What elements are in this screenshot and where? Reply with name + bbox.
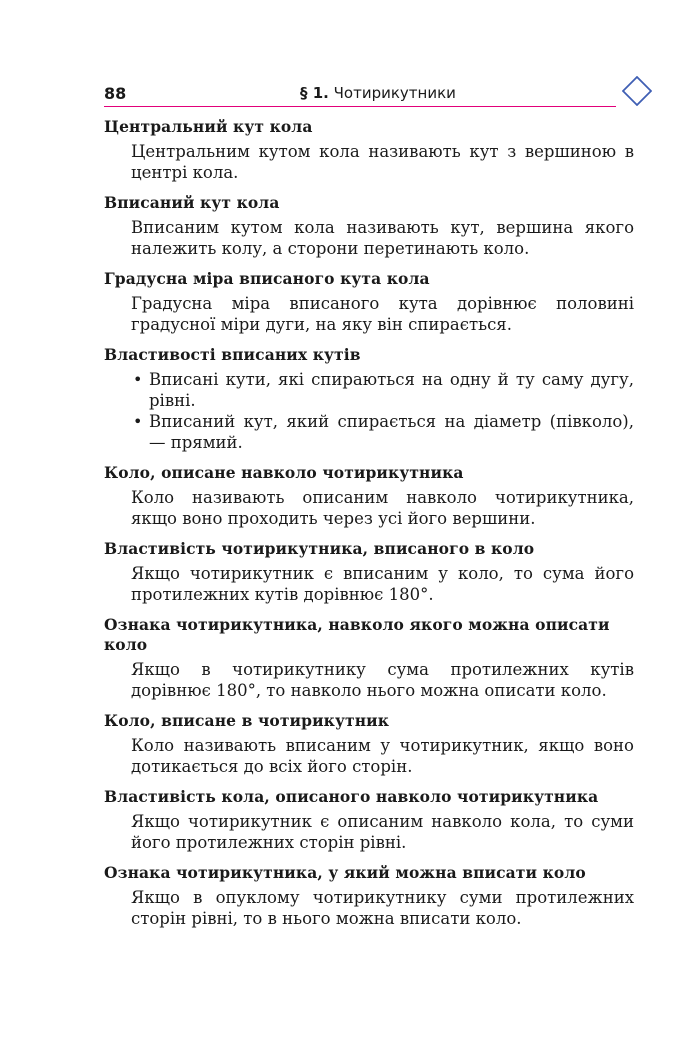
section-tangential-quad-criterion <box>104 863 634 929</box>
section-tangential-quad-property <box>104 787 634 853</box>
section-heading: Властивості вписаних кутів <box>104 345 361 364</box>
page-header <box>104 78 644 114</box>
section-text: Якщо чотирикутник є вписаним у коло, то сума його протилежних кутів дорівнює 180°. <box>131 564 634 604</box>
section-central-angle <box>104 117 634 183</box>
list-item-text: Вписані кути, які спираються на одну й ту саму дугу, рівні. <box>149 370 634 410</box>
section-heading: Вписаний кут кола <box>104 193 280 212</box>
bullet-icon: • <box>133 412 143 431</box>
section-heading: Ознака чотирикутника, у який можна вписати коло <box>104 863 586 882</box>
section-heading: Властивість кола, описаного навколо чотирикутника <box>104 787 599 806</box>
section-heading: Коло, вписане в чотирикутник <box>104 711 390 730</box>
section-inscribed-angle-properties <box>104 345 634 453</box>
page-number: 88 <box>104 84 127 103</box>
running-head <box>300 84 456 102</box>
section-heading: Коло, описане навколо чотирикутника <box>104 463 464 482</box>
section-text: Якщо чотирикутник є описаним навколо кола, то суми його протилежних сторін рівні. <box>131 812 634 852</box>
section-inscribed-angle <box>104 193 634 259</box>
section-inscribed-circle <box>104 711 634 777</box>
list-item <box>131 369 634 411</box>
section-text: Коло називають описаним навколо чотирикутника, якщо воно проходить через усі його вершини. <box>131 488 634 528</box>
section-mark: § 1. <box>300 84 329 102</box>
list-item <box>131 411 634 453</box>
section-heading: Центральний кут кола <box>104 117 313 136</box>
section-cyclic-quad-criterion <box>104 615 634 701</box>
section-text: Якщо в чотирикутнику сума протилежних кутів дорівнює 180°, то навколо нього можна описати коло. <box>131 660 634 700</box>
section-heading: Властивість чотирикутника, вписаного в коло <box>104 539 535 558</box>
section-text: Центральним кутом кола називають кут з вершиною в центрі кола. <box>131 142 634 182</box>
bullet-list <box>131 369 634 453</box>
section-circumscribed-circle <box>104 463 634 529</box>
bullet-icon: • <box>133 370 143 389</box>
section-cyclic-quad-property <box>104 539 634 605</box>
section-heading: Градусна міра вписаного кута кола <box>104 269 430 288</box>
page-content <box>104 117 634 929</box>
section-text: Вписаним кутом кола називають кут, вершина якого належить колу, а сторони перетинають коло. <box>131 218 634 258</box>
section-text: Градусна міра вписаного кута дорівнює половині градусної міри дуги, на яку він спирається. <box>131 294 634 334</box>
section-inscribed-angle-measure <box>104 269 634 335</box>
header-rule <box>104 106 616 107</box>
diamond-icon <box>622 76 652 106</box>
list-item-text: Вписаний кут, який спирається на діаметр (півколо), — прямий. <box>149 412 634 452</box>
section-text: Якщо в опуклому чотирикутнику суми протилежних сторін рівні, то в нього можна вписати коло. <box>131 888 634 928</box>
section-heading: Ознака чотирикутника, навколо якого можна описати коло <box>104 615 610 654</box>
section-title: Чотирикутники <box>333 84 456 102</box>
section-text: Коло називають вписаним у чотирикутник, якщо воно дотикається до всіх його сторін. <box>131 736 634 776</box>
